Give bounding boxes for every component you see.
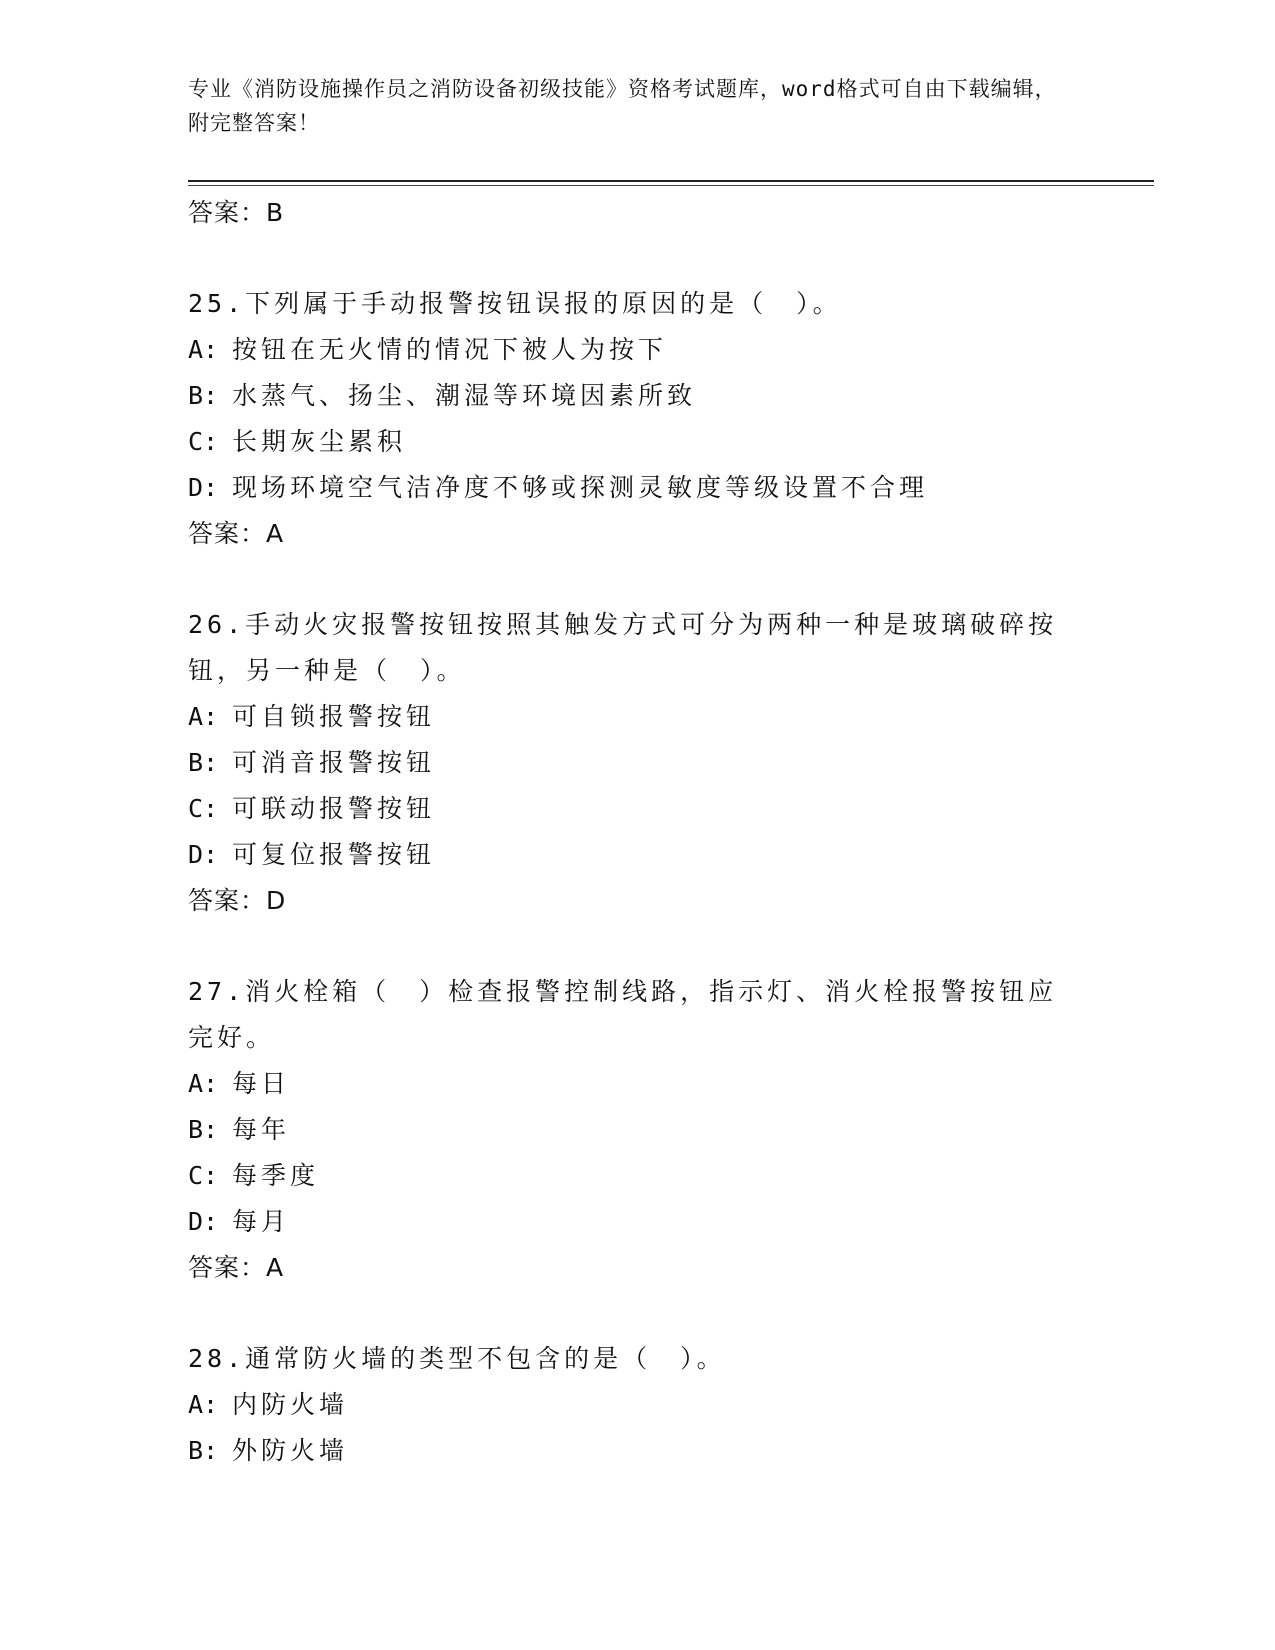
answer-label: 答案：: [188, 886, 267, 915]
question-stem: 28.通常防火墙的类型不包含的是（ ）。: [188, 1344, 726, 1373]
answer-label: 答案：: [188, 519, 267, 548]
option-c: [188, 1153, 1088, 1199]
option-b: [188, 1428, 1088, 1474]
option-text: 可消音报警按钮: [232, 748, 436, 777]
question-25: [188, 281, 1088, 557]
option-letter: A:: [188, 1390, 219, 1419]
option-text: 可联动报警按钮: [232, 794, 436, 823]
header-divider-thick: [188, 180, 1154, 182]
option-c: [188, 786, 1088, 832]
question-stem: 27.消火栓箱（ ）检查报警控制线路，指示灯、消火栓报警按钮应完好。: [188, 977, 1058, 1052]
option-b: [188, 740, 1088, 786]
option-letter: A:: [188, 1069, 219, 1098]
option-text: 每年: [232, 1115, 291, 1144]
option-text: 可复位报警按钮: [232, 840, 436, 869]
option-letter: B:: [188, 748, 219, 777]
option-a: [188, 1382, 1088, 1428]
option-letter: A:: [188, 335, 219, 364]
answer-value: B: [266, 198, 285, 227]
question-stem: 25.下列属于手动报警按钮误报的原因的是（ ）。: [188, 289, 842, 318]
option-letter: D:: [188, 1207, 219, 1236]
option-letter: C:: [188, 427, 219, 456]
option-text: 可自锁报警按钮: [232, 702, 436, 731]
option-text: 现场环境空气洁净度不够或探测灵敏度等级设置不合理: [232, 473, 929, 502]
answer-value: A: [266, 1253, 285, 1282]
option-d: [188, 465, 1088, 511]
option-a: [188, 1061, 1088, 1107]
header-divider-thin: [188, 185, 1154, 186]
option-text: 每季度: [232, 1161, 320, 1190]
option-text: 每日: [232, 1069, 291, 1098]
answer-line: [188, 1245, 1088, 1291]
option-b: [188, 1107, 1088, 1153]
option-d: [188, 1199, 1088, 1245]
option-letter: A:: [188, 702, 219, 731]
option-letter: B:: [188, 1436, 219, 1465]
option-b: [188, 373, 1088, 419]
question-28: [188, 1336, 1088, 1474]
answer-label: 答案：: [188, 1253, 267, 1282]
answer-label: 答案：: [188, 198, 267, 227]
option-text: 按钮在无火情的情况下被人为按下: [232, 335, 668, 364]
option-text: 外防火墙: [232, 1436, 349, 1465]
option-letter: C:: [188, 1161, 219, 1190]
answer-line: [188, 511, 1088, 557]
option-letter: B:: [188, 1115, 219, 1144]
question-27: [188, 969, 1088, 1291]
option-text: 水蒸气、扬尘、潮湿等环境因素所致: [232, 381, 697, 410]
option-text: 长期灰尘累积: [232, 427, 407, 456]
option-text: 每月: [232, 1207, 291, 1236]
question-list: [188, 190, 1088, 1474]
previous-answer: [188, 190, 1088, 236]
option-c: [188, 419, 1088, 465]
answer-line: [188, 878, 1088, 924]
option-letter: D:: [188, 473, 219, 502]
document-header: 专业《消防设施操作员之消防设备初级技能》资格考试题库，word格式可自由下载编辑，附完整答案！: [188, 77, 1057, 135]
answer-value: D: [266, 886, 287, 915]
option-letter: D:: [188, 840, 219, 869]
answer-value: A: [266, 519, 285, 548]
question-stem: 26.手动火灾报警按钮按照其触发方式可分为两种一种是玻璃破碎按钮，另一种是（ ）。: [188, 610, 1058, 685]
option-letter: B:: [188, 381, 219, 410]
option-d: [188, 832, 1088, 878]
question-26: [188, 602, 1088, 924]
option-a: [188, 694, 1088, 740]
option-a: [188, 327, 1088, 373]
option-letter: C:: [188, 794, 219, 823]
option-text: 内防火墙: [232, 1390, 349, 1419]
